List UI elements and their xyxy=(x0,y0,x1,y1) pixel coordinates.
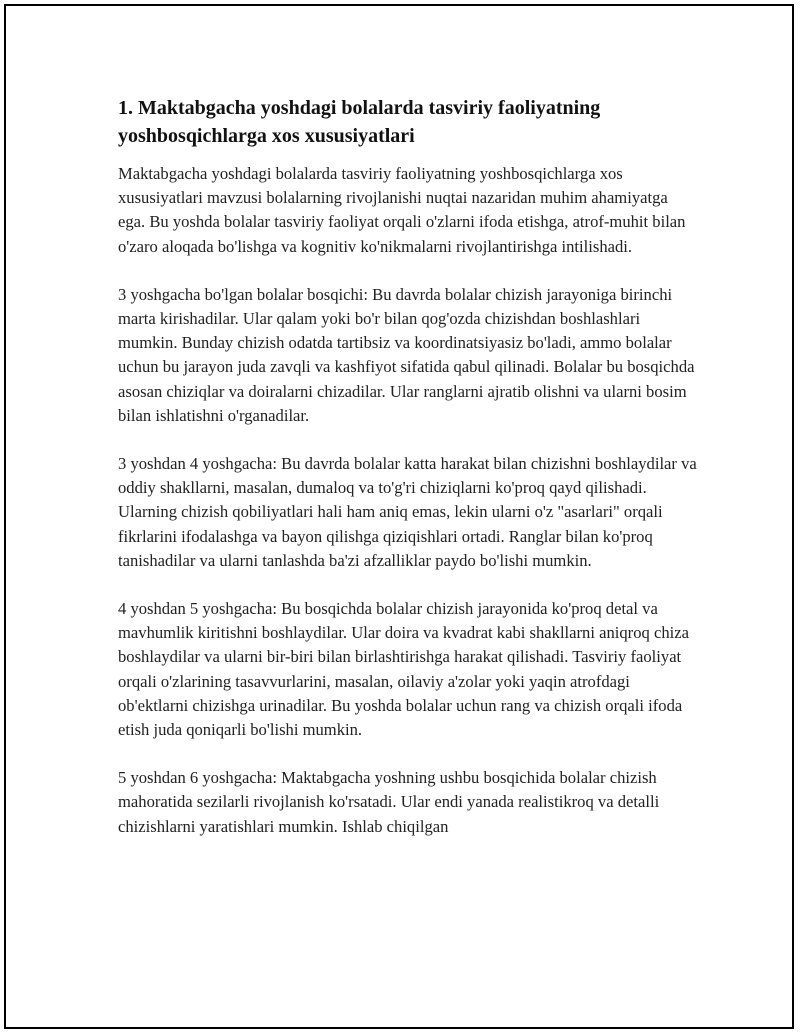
paragraph-3-to-4: 3 yoshdan 4 yoshgacha: Bu davrda bolalar katta harakat bilan chizishni boshlaydilar va oddiy shakllarni, masalan, dumaloq va to'g'ri chiziqlarni ko'proq qayd qilishadi. Ularning chizish qobiliyatlari hali ham aniq emas, lekin ularni o'z "asarlari" orqali fikrlarini ifodalashga va bayon qilishga qiziqishlari ortadi. Ranglar bilan ko'proq tanishadilar va ularni tanlashda ba'zi afzalliklar paydo bo'lishi mumkin. xyxy=(118,454,697,570)
paragraph-5-to-6: 5 yoshdan 6 yoshgacha: Maktabgacha yoshning ushbu bosqichida bolalar chizish mahoratida sezilarli rivojlanish ko'rsatadi. Ular endi yanada realistikroq va detalli chizishlarni yaratishlari mumkin. Ishlab chiqilgan xyxy=(118,768,660,836)
section-heading: 1. Maktabgacha yoshdagi bolalarda tasviriy faoliyatning yoshbosqichlarga xos xususiyatlari xyxy=(118,97,601,147)
paragraph-intro: Maktabgacha yoshdagi bolalarda tasviriy faoliyatning yoshbosqichlarga xos xususiyatlari mavzusi bolalarning rivojlanishi nuqtai nazaridan muhim ahamiyatga ega. Bu yoshda bolalar tasviriy faoliyat orqali o'zlarni ifoda etishga, atrof-muhit bilan o'zaro aloqada bo'lishga va kognitiv ko'nikmalarni rivojlantirishga intilishadi. xyxy=(118,164,686,256)
paragraph-under-3: 3 yoshgacha bo'lgan bolalar bosqichi: Bu davrda bolalar chizish jarayoniga birinchi marta kirishadilar. Ular qalam yoki bo'r bilan qog'ozda chizishdan boshlashlari mumkin. Bunday chizish odatda tartibsiz va koordinatsiyasiz bo'ladi, ammo bolalar uchun bu jarayon juda zavqli va kashfiyot sifatida qabul qilinadi. Bolalar bu bosqichda asosan chiziqlar va doiralarni chizadilar. Ular ranglarni ajratib olishni va ularni bosim bilan ishlatishni o'rganadilar. xyxy=(118,284,695,425)
paragraph-4-to-5: 4 yoshdan 5 yoshgacha: Bu bosqichda bolalar chizish jarayonida ko'proq detal va mavhumlik kiritishni boshlaydilar. Ular doira va kvadrat kabi shakllarni aniqroq chiza boshlaydilar va ularni bir-biri bilan birlashtirishga harakat qilishadi. Tasviriy faoliyat orqali o'zlarining tasavvurlarini, masalan, oilaviy a'zolar yoki yaqin atrofdagi ob'ektlarni chizishga urinadilar. Bu yoshda bolalar uchun rang va chizish orqali ifoda etish juda qoniqarli bo'lishi mumkin. xyxy=(118,599,689,740)
document-content xyxy=(118,94,698,863)
